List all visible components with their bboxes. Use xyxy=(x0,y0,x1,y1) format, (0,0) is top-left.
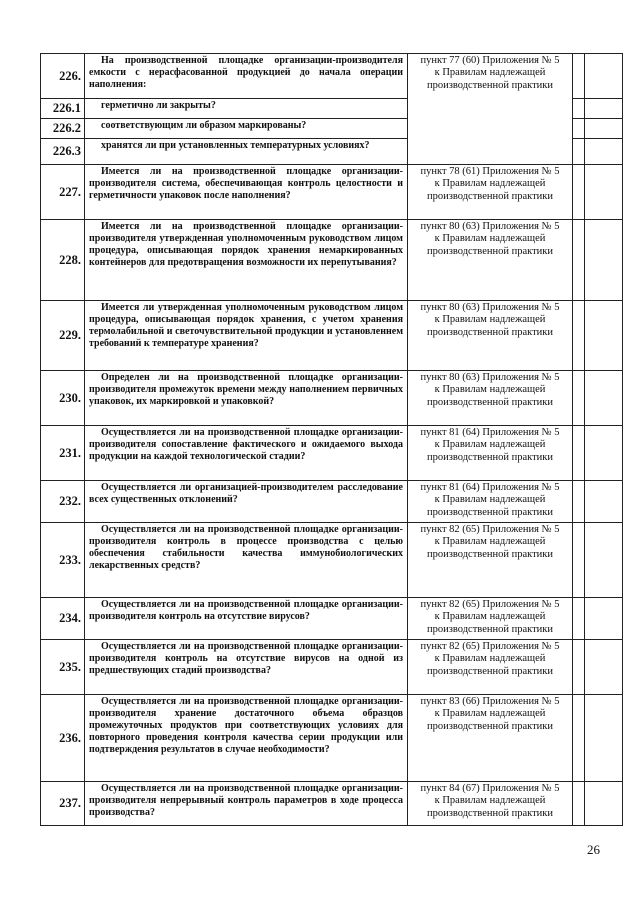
row-number: 236. xyxy=(41,695,85,782)
requirement-text: Определен ли на производственной площадке организации-производителя промежуток времени между наполнением первичных упаковок, их маркировкой и упаковкой? xyxy=(85,371,408,426)
answer-cell[interactable] xyxy=(573,371,585,426)
table-row xyxy=(41,165,623,220)
reference-line: производственной практики xyxy=(426,396,554,408)
regulation-reference xyxy=(408,54,573,165)
reference-line: пункт 82 (65) Приложения № 5 xyxy=(420,641,560,652)
table-row xyxy=(41,371,623,426)
table-row xyxy=(41,640,623,695)
answer-cell[interactable] xyxy=(573,523,585,598)
note-cell[interactable] xyxy=(585,640,623,695)
requirement-text: Осуществляется ли на производственной площадке организации-производителя контроль в процессе производства с целью обеспечения стабильности качества иммунобиологических лекарственных средств? xyxy=(85,523,408,598)
reference-line: к Правилам надлежащей xyxy=(434,439,546,451)
requirement-text: Осуществляется ли на производственной площадке организации-производителя непрерывный контроль параметров в ходе процесса производства? xyxy=(85,782,408,826)
regulation-reference xyxy=(408,165,573,220)
note-cell[interactable] xyxy=(585,119,623,139)
note-cell[interactable] xyxy=(585,139,623,165)
requirement-text: Осуществляется ли на производственной площадке организации-производителя сопоставление фактического и ожидаемого выхода продукции на каждой технологической стадии? xyxy=(85,426,408,481)
note-cell[interactable] xyxy=(585,371,623,426)
reference-line: к Правилам надлежащей xyxy=(434,795,546,807)
reference-line: пункт 82 (65) Приложения № 5 xyxy=(420,524,560,535)
reference-line: к Правилам надлежащей xyxy=(434,233,546,245)
row-number: 228. xyxy=(41,220,85,301)
reference-line: пункт 81 (64) Приложения № 5 xyxy=(420,482,560,493)
table-row xyxy=(41,523,623,598)
table-row xyxy=(41,782,623,826)
reference-line: пункт 83 (66) Приложения № 5 xyxy=(420,696,560,707)
row-number: 226.1 xyxy=(41,99,85,119)
table-row xyxy=(41,301,623,371)
requirement-text: На производственной площадке организации-производителя емкости с нерасфасованной продукцией до начала операции наполнения: xyxy=(85,54,408,99)
row-number: 231. xyxy=(41,426,85,481)
answer-cell[interactable] xyxy=(573,782,585,826)
row-number: 226. xyxy=(41,54,85,99)
requirement-text: Имеется ли на производственной площадке организации-производителя система, обеспечивающая контроль целостности и герметичности упаковок после наполнения? xyxy=(85,165,408,220)
regulation-reference xyxy=(408,523,573,598)
reference-line: к Правилам надлежащей xyxy=(434,708,546,720)
reference-line: производственной практики xyxy=(426,720,554,732)
row-number: 229. xyxy=(41,301,85,371)
requirement-text: Имеется ли утвержденная уполномоченным руководством лицом процедура, описывающая порядок хранения, с учетом хранения термолабильной и светочувствительной продукции и установленнем требований к температуре хранения? xyxy=(85,301,408,371)
reference-line: производственной практики xyxy=(426,506,554,518)
note-cell[interactable] xyxy=(585,426,623,481)
table-row xyxy=(41,54,623,99)
answer-cell[interactable] xyxy=(573,165,585,220)
reference-line: к Правилам надлежащей xyxy=(434,653,546,665)
reference-line: производственной практики xyxy=(426,623,554,635)
note-cell[interactable] xyxy=(585,54,623,99)
reference-line: пункт 80 (63) Приложения № 5 xyxy=(420,221,560,232)
answer-cell[interactable] xyxy=(573,598,585,640)
checklist-table xyxy=(40,53,623,826)
row-number: 233. xyxy=(41,523,85,598)
reference-line: производственной практики xyxy=(426,548,554,560)
requirement-text: герметично ли закрыты? xyxy=(85,99,408,119)
regulation-reference xyxy=(408,301,573,371)
regulation-reference xyxy=(408,640,573,695)
answer-cell[interactable] xyxy=(573,54,585,99)
requirement-text: соответствующим ли образом маркированы? xyxy=(85,119,408,139)
table-row xyxy=(41,695,623,782)
reference-line: производственной практики xyxy=(426,451,554,463)
note-cell[interactable] xyxy=(585,782,623,826)
answer-cell[interactable] xyxy=(573,695,585,782)
reference-line: к Правилам надлежащей xyxy=(434,494,546,506)
note-cell[interactable] xyxy=(585,695,623,782)
answer-cell[interactable] xyxy=(573,640,585,695)
table-row xyxy=(41,426,623,481)
reference-line: пункт 80 (63) Приложения № 5 xyxy=(420,372,560,383)
row-number: 230. xyxy=(41,371,85,426)
note-cell[interactable] xyxy=(585,481,623,523)
regulation-reference xyxy=(408,782,573,826)
row-number: 237. xyxy=(41,782,85,826)
regulation-reference xyxy=(408,371,573,426)
row-number: 232. xyxy=(41,481,85,523)
requirement-text: Осуществляется ли на производственной площадке организации-производителя хранение достаточного объема образцов промежуточных продуктов при соответствующих условиях для повторного проведения контроля качества серии продукции или подтверждения результатов в случае необходимости? xyxy=(85,695,408,782)
page-number: 26 xyxy=(587,842,600,857)
note-cell[interactable] xyxy=(585,301,623,371)
row-number: 227. xyxy=(41,165,85,220)
regulation-reference xyxy=(408,220,573,301)
note-cell[interactable] xyxy=(585,523,623,598)
note-cell[interactable] xyxy=(585,165,623,220)
answer-cell[interactable] xyxy=(573,139,585,165)
reference-line: производственной практики xyxy=(426,665,554,677)
answer-cell[interactable] xyxy=(573,426,585,481)
note-cell[interactable] xyxy=(585,598,623,640)
reference-line: к Правилам надлежащей xyxy=(434,384,546,396)
requirement-text: хранятся ли при установленных температурных условиях? xyxy=(85,139,408,165)
reference-line: производственной практики xyxy=(426,326,554,338)
table-row xyxy=(41,220,623,301)
reference-line: к Правилам надлежащей xyxy=(434,178,546,190)
reference-line: пункт 80 (63) Приложения № 5 xyxy=(420,302,560,313)
row-number: 226.3 xyxy=(41,139,85,165)
reference-line: к Правилам надлежащей xyxy=(434,536,546,548)
reference-line: к Правилам надлежащей xyxy=(434,67,546,79)
regulation-reference xyxy=(408,695,573,782)
regulation-reference xyxy=(408,481,573,523)
answer-cell[interactable] xyxy=(573,220,585,301)
table-row xyxy=(41,481,623,523)
row-number: 234. xyxy=(41,598,85,640)
answer-cell[interactable] xyxy=(573,99,585,119)
note-cell[interactable] xyxy=(585,220,623,301)
reference-line: к Правилам надлежащей xyxy=(434,611,546,623)
requirement-text: Осуществляется ли на производственной площадке организации-производителя контроль на отсутствие вирусов? xyxy=(85,598,408,640)
reference-line: производственной практики xyxy=(426,190,554,202)
row-number: 226.2 xyxy=(41,119,85,139)
reference-line: производственной практики xyxy=(426,245,554,257)
table-row xyxy=(41,598,623,640)
answer-cell[interactable] xyxy=(573,119,585,139)
regulation-reference xyxy=(408,426,573,481)
reference-line: производственной практики xyxy=(426,807,554,819)
note-cell[interactable] xyxy=(585,99,623,119)
reference-line: пункт 84 (67) Приложения № 5 xyxy=(420,783,560,794)
reference-line: пункт 77 (60) Приложения № 5 xyxy=(420,55,560,66)
requirement-text: Осуществляется ли на производственной площадке организации-производителя контроль на отсутствие вирусов на одной из предшествующих стадий производства? xyxy=(85,640,408,695)
reference-line: пункт 81 (64) Приложения № 5 xyxy=(420,427,560,438)
reference-line: к Правилам надлежащей xyxy=(434,314,546,326)
row-number: 235. xyxy=(41,640,85,695)
requirement-text: Имеется ли на производственной площадке организации-производителя утвержденная уполномоченным руководством лицом процедура, описывающая порядок хранения немаркированных контейнеров для предотвращения возможности их перепутывания? xyxy=(85,220,408,301)
answer-cell[interactable] xyxy=(573,481,585,523)
reference-line: пункт 78 (61) Приложения № 5 xyxy=(420,166,560,177)
regulation-reference xyxy=(408,598,573,640)
answer-cell[interactable] xyxy=(573,301,585,371)
requirement-text: Осуществляется ли организацией-производителем расследование всех существенных отклонений? xyxy=(85,481,408,523)
reference-line: производственной практики xyxy=(426,79,554,91)
reference-line: пункт 82 (65) Приложения № 5 xyxy=(420,599,560,610)
